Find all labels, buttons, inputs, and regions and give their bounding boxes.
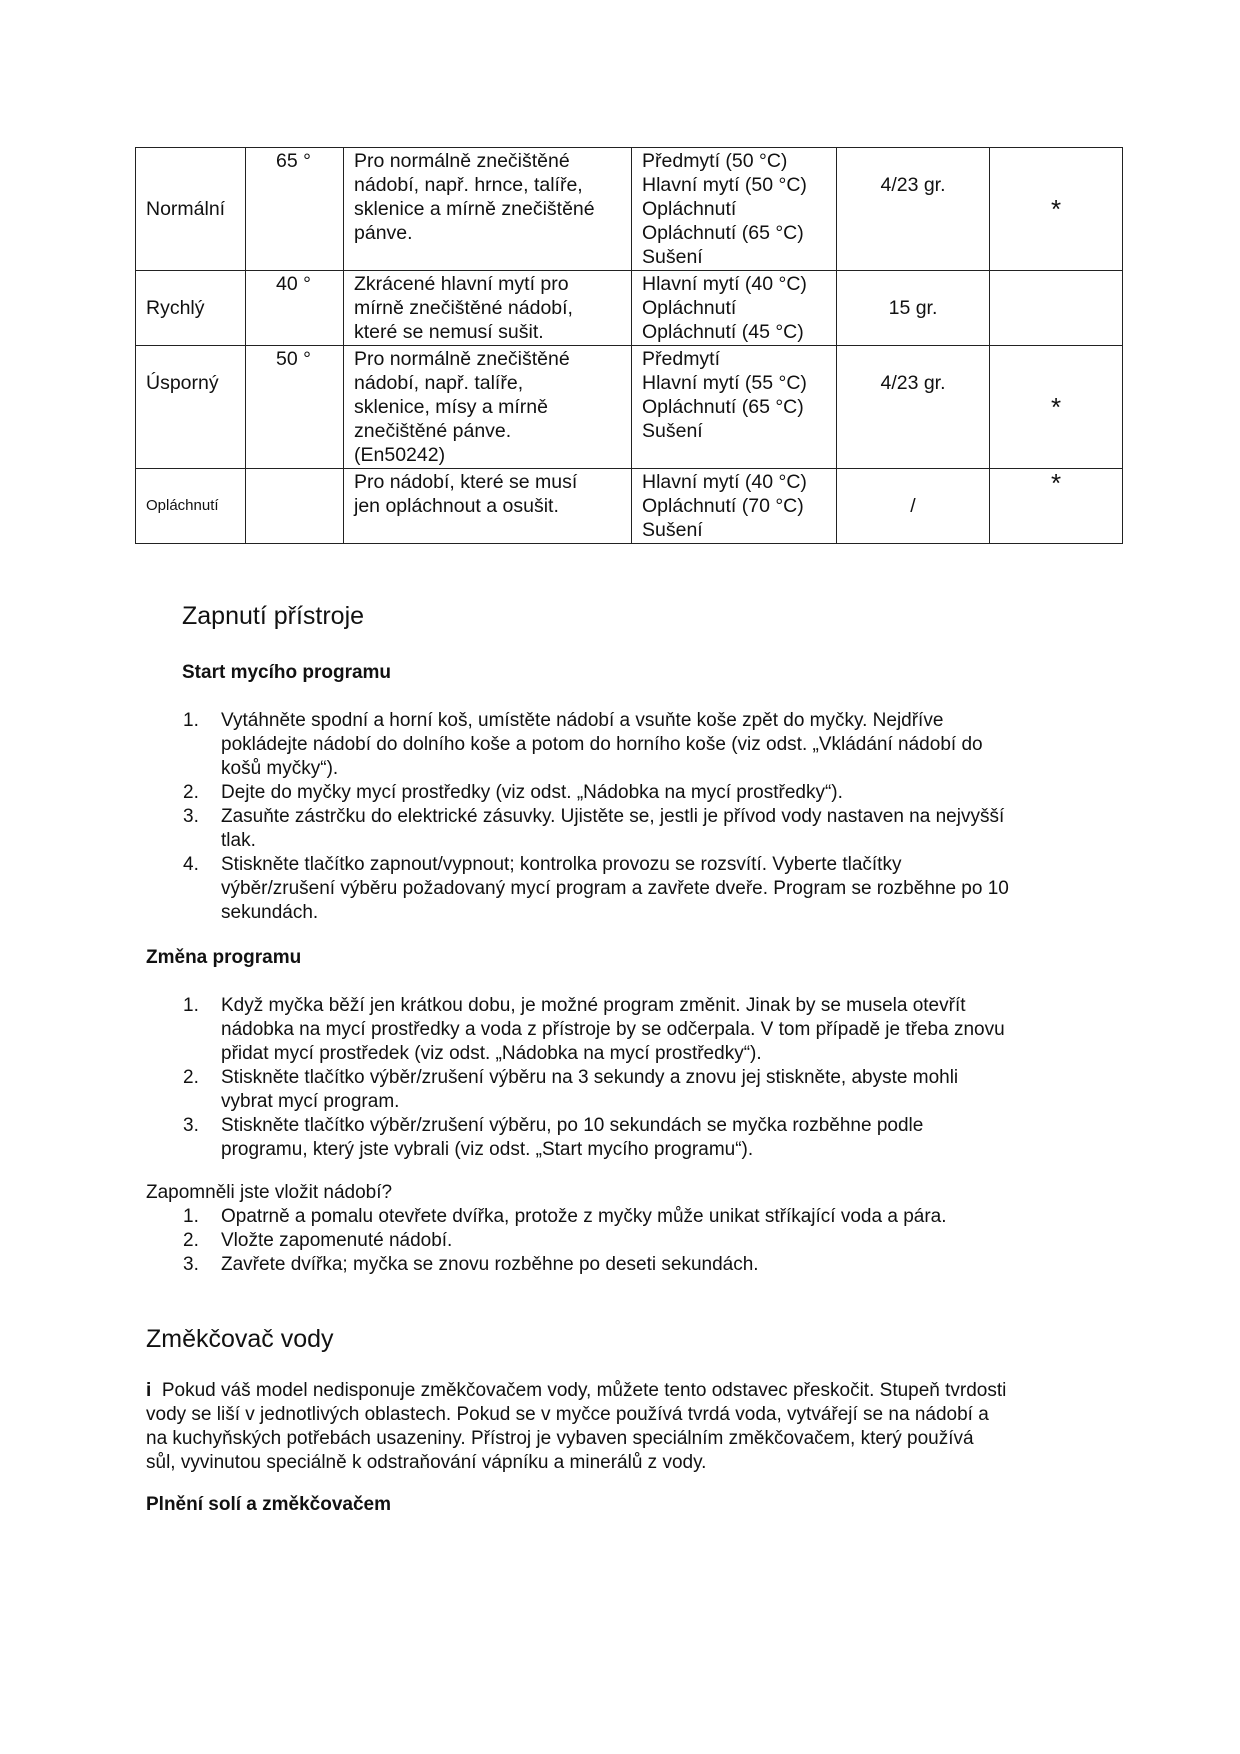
phase-line: Opláchnutí [642, 198, 737, 220]
table-row-normal [136, 148, 1123, 271]
softener-info-paragraph [146, 1379, 1106, 1475]
description-line: jen opláchnout a osušit. [354, 495, 559, 517]
info-line: sůl, vyvinutou speciálně k odstraňování vápníku a minerálů z vody. [146, 1452, 707, 1473]
info-marker: i [146, 1380, 152, 1401]
program-mark: * [990, 469, 1123, 544]
program-name: Opláchnutí [136, 469, 246, 544]
list-item-number: 1. [183, 710, 199, 731]
program-temperature: 65 ° [246, 148, 344, 271]
phase-line: Předmytí (50 °C) [642, 150, 788, 172]
description-line: pánve. [354, 222, 413, 244]
program-phases [632, 148, 837, 271]
detergent-dose: 4/23 gr. [837, 148, 990, 271]
program-phases [632, 469, 837, 544]
list-item-number: 1. [183, 1206, 199, 1227]
phase-line: Předmytí [642, 348, 721, 370]
phase-line: Sušení [642, 519, 703, 541]
list-item [183, 1066, 1103, 1114]
phase-line: Hlavní mytí (55 °C) [642, 372, 807, 394]
list-item-line: Zasuňte zástrčku do elektrické zásuvky. Ujistěte se, jestli je přívod vody nastaven na nejvyšší [221, 806, 1005, 827]
subsection-title-salt-filling: Plnění solí a změkčovačem [146, 1494, 392, 1515]
phase-line: Opláchnutí (45 °C) [642, 321, 804, 343]
program-phases [632, 346, 837, 469]
start-program-steps [183, 709, 1103, 925]
program-phases [632, 271, 837, 346]
list-item-line: Dejte do myčky mycí prostředky (viz odst. „Nádobka na mycí prostředky“). [221, 782, 843, 803]
list-item-line: tlak. [221, 830, 256, 851]
description-line: mírně znečištěné nádobí, [354, 297, 573, 319]
description-line: Zkrácené hlavní mytí pro [354, 273, 569, 295]
list-item-number: 3. [183, 806, 199, 827]
phase-line: Hlavní mytí (50 °C) [642, 174, 807, 196]
program-mark: * [990, 346, 1123, 469]
phase-line: Hlavní mytí (40 °C) [642, 471, 807, 493]
phase-line: Sušení [642, 420, 703, 442]
description-line: Pro nádobí, které se musí [354, 471, 578, 493]
detergent-dose: 15 gr. [837, 271, 990, 346]
table-row-quick [136, 271, 1123, 346]
description-line: znečištěné pánve. [354, 420, 512, 442]
list-item-number: 2. [183, 1067, 199, 1088]
list-item-line: výběr/zrušení výběru požadovaný mycí program a zavřete dveře. Program se rozběhne po 10 [221, 878, 1009, 899]
program-name: Normální [136, 148, 246, 271]
table-row-rinse [136, 469, 1123, 544]
detergent-dose: 4/23 gr. [837, 346, 990, 469]
subsection-title-start-program: Start mycího programu [182, 662, 392, 683]
list-item-line: přidat mycí prostředek (viz odst. „Nádobka na mycí prostředky“). [221, 1043, 762, 1064]
list-item-line: Zavřete dvířka; myčka se znovu rozběhne po deseti sekundách. [221, 1254, 759, 1275]
list-item-line: pokládejte nádobí do dolního koše a potom do horního koše (viz odst. „Vkládání nádobí do [221, 734, 983, 755]
program-description [344, 271, 632, 346]
list-item-line: Stiskněte tlačítko zapnout/vypnout; kontrolka provozu se rozsvítí. Vyberte tlačítky [221, 854, 902, 875]
list-item-line: programu, který jste vybrali (viz odst. „Start mycího programu“). [221, 1139, 754, 1160]
list-item [183, 781, 1103, 805]
phase-line: Hlavní mytí (40 °C) [642, 273, 807, 295]
description-line: které se nemusí sušit. [354, 321, 544, 343]
section-title-power-on: Zapnutí přístroje [182, 602, 365, 630]
info-line [146, 1379, 1106, 1403]
list-item-line: vybrat mycí program. [221, 1091, 400, 1112]
info-text: Pokud váš model nedisponuje změkčovačem vody, můžete tento odstavec přeskočit. Stupeň tvrdosti [161, 1380, 1007, 1401]
list-item [183, 994, 1103, 1066]
detergent-dose: / [837, 469, 990, 544]
phase-line: Opláchnutí (70 °C) [642, 495, 804, 517]
section-title-water-softener: Změkčovač vody [146, 1325, 334, 1353]
list-item-number: 3. [183, 1254, 199, 1275]
change-program-steps [183, 994, 1103, 1162]
list-item [183, 853, 1103, 925]
list-item-line: Když myčka běží jen krátkou dobu, je možné program změnit. Jinak by se musela otevřít [221, 995, 966, 1016]
description-line: Pro normálně znečištěné [354, 150, 570, 172]
list-item-line: sekundách. [221, 902, 319, 923]
list-item-number: 1. [183, 995, 199, 1016]
program-mark: * [990, 148, 1123, 271]
subsection-title-change-program: Změna programu [146, 947, 302, 968]
list-item-number: 2. [183, 782, 199, 803]
table-row-eco [136, 346, 1123, 469]
list-item-number: 3. [183, 1115, 199, 1136]
info-line: na kuchyňských potřebách usazeniny. Přístroj je vybaven speciálním změkčovačem, který používá [146, 1428, 974, 1449]
phase-line: Sušení [642, 246, 703, 268]
program-temperature: 50 ° [246, 346, 344, 469]
list-item [183, 1114, 1103, 1162]
list-item-number: 4. [183, 854, 199, 875]
forgot-dishes-steps [183, 1205, 1103, 1277]
program-temperature [246, 469, 344, 544]
description-line: (En50242) [354, 444, 446, 466]
description-line: sklenice a mírně znečištěné [354, 198, 595, 220]
list-item-line: Stiskněte tlačítko výběr/zrušení výběru, po 10 sekundách se myčka rozběhne podle [221, 1115, 924, 1136]
program-description [344, 148, 632, 271]
program-description [344, 469, 632, 544]
list-item [183, 709, 1103, 781]
list-item [183, 1205, 1103, 1229]
list-item-line: Opatrně a pomalu otevřete dvířka, protože z myčky může unikat stříkající voda a pára. [221, 1206, 947, 1227]
wash-program-table [135, 147, 1123, 544]
list-item [183, 805, 1103, 853]
list-item-line: Vložte zapomenuté nádobí. [221, 1230, 453, 1251]
description-line: sklenice, mísy a mírně [354, 396, 548, 418]
list-item [183, 1253, 1103, 1277]
list-item-line: Stiskněte tlačítko výběr/zrušení výběru na 3 sekundy a znovu jej stiskněte, abyste mohli [221, 1067, 959, 1088]
list-item [183, 1229, 1103, 1253]
program-mark [990, 271, 1123, 346]
description-line: nádobí, např. hrnce, talíře, [354, 174, 583, 196]
info-line: vody se liší v jednotlivých oblastech. Pokud se v myčce používá tvrdá voda, vytvářejí se na nádobí a [146, 1404, 989, 1425]
description-line: Pro normálně znečištěné [354, 348, 570, 370]
list-item-number: 2. [183, 1230, 199, 1251]
program-description [344, 346, 632, 469]
description-line: nádobí, např. talíře, [354, 372, 524, 394]
list-item-line: nádobka na mycí prostředky a voda z přístroje by se odčerpala. V tom případě je třeba znovu [221, 1019, 1005, 1040]
list-item-line: košů myčky“). [221, 758, 339, 779]
phase-line: Opláchnutí (65 °C) [642, 222, 804, 244]
forgot-dishes-question: Zapomněli jste vložit nádobí? [146, 1182, 393, 1203]
list-item-line: Vytáhněte spodní a horní koš, umístěte nádobí a vsuňte koše zpět do myčky. Nejdříve [221, 710, 944, 731]
program-name: Úsporný [136, 346, 246, 469]
program-name: Rychlý [136, 271, 246, 346]
phase-line: Opláchnutí [642, 297, 737, 319]
program-temperature: 40 ° [246, 271, 344, 346]
phase-line: Opláchnutí (65 °C) [642, 396, 804, 418]
